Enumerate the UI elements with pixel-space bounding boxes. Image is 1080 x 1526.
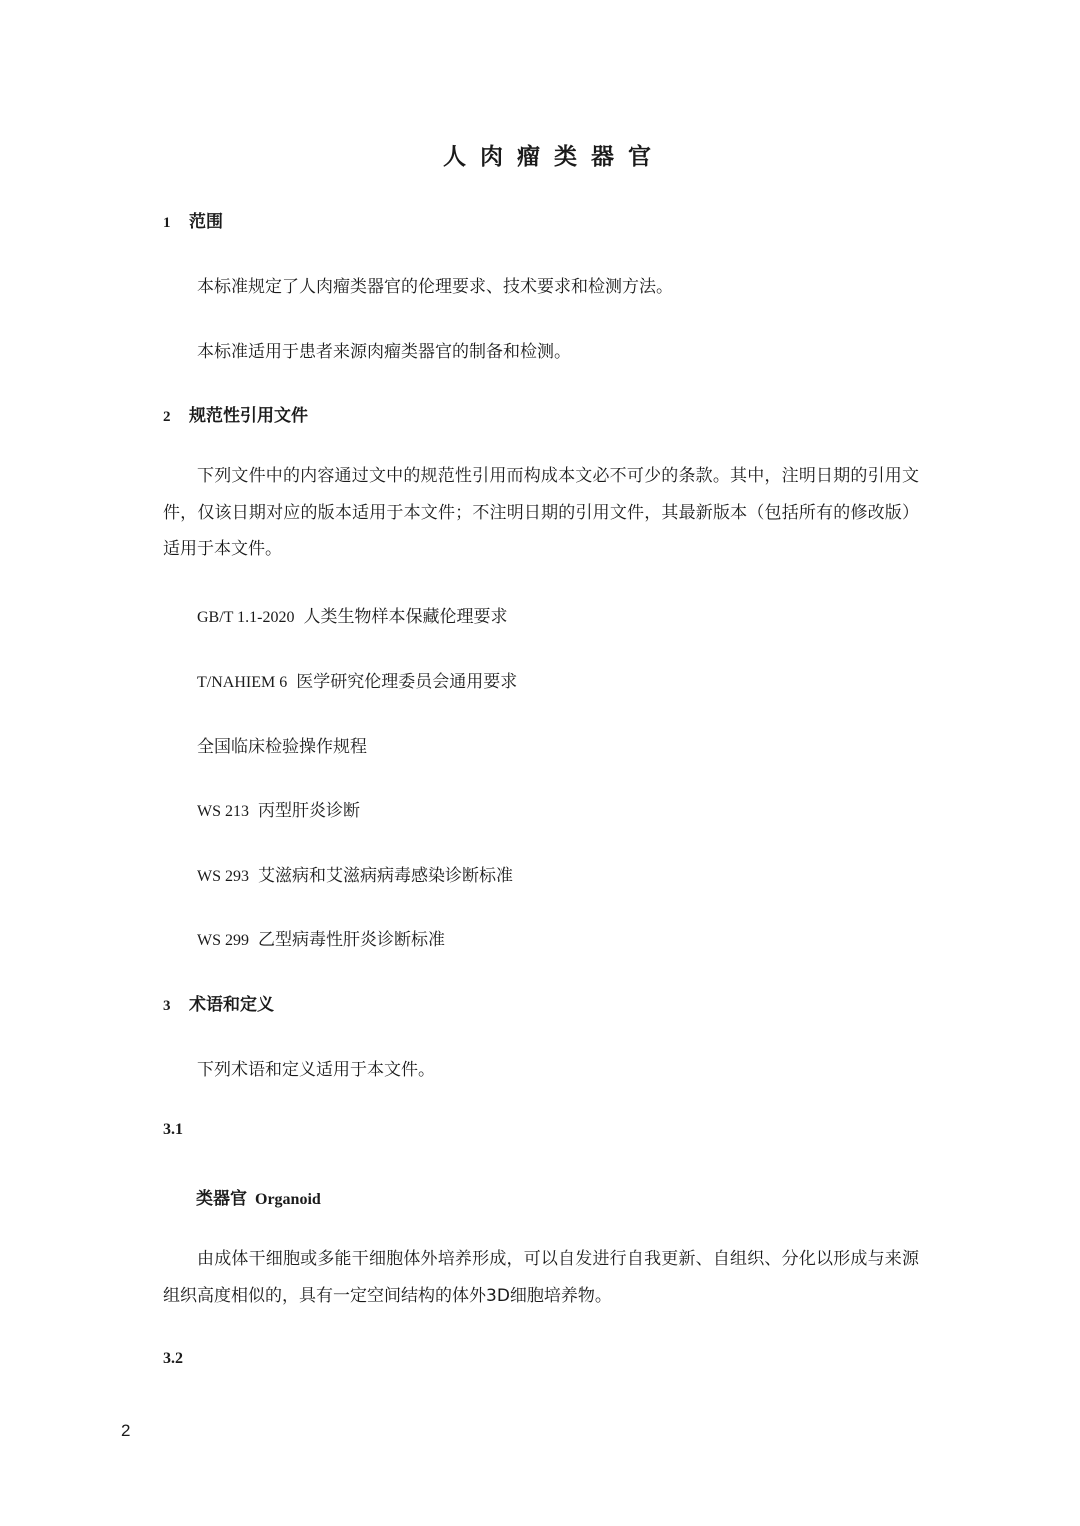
paragraph: 本标准适用于患者来源肉瘤类器官的制备和检测。 bbox=[197, 342, 571, 362]
document-title: 人肉瘤类器官 bbox=[443, 144, 665, 170]
reference-title: 艾滋病和艾滋病病毒感染诊断标准 bbox=[258, 866, 513, 886]
section-heading-3 bbox=[163, 990, 274, 1015]
section-number: 1 bbox=[163, 215, 171, 231]
reference-title: 丙型肝炎诊断 bbox=[258, 801, 360, 821]
page-number: 2 bbox=[121, 1421, 131, 1440]
section-heading-2 bbox=[163, 401, 308, 426]
reference-item bbox=[197, 667, 517, 692]
section-title: 规范性引用文件 bbox=[189, 406, 308, 426]
reference-item bbox=[197, 732, 367, 757]
paragraph: 本标准规定了人肉瘤类器官的伦理要求、技术要求和检测方法。 bbox=[197, 277, 673, 297]
section-title: 范围 bbox=[189, 212, 223, 232]
section-number: 3 bbox=[163, 998, 171, 1014]
term-entry bbox=[196, 1184, 321, 1209]
term-english: Organoid bbox=[255, 1191, 321, 1208]
section-number: 2 bbox=[163, 409, 171, 425]
section-title: 术语和定义 bbox=[189, 995, 274, 1015]
reference-code: WS 293 bbox=[197, 868, 249, 885]
reference-code: T/NAHIEM 6 bbox=[197, 674, 288, 691]
reference-title: 医学研究伦理委员会通用要求 bbox=[296, 672, 518, 692]
section-heading-1 bbox=[163, 207, 223, 232]
reference-item bbox=[197, 861, 513, 886]
reference-item bbox=[197, 925, 445, 950]
reference-title: 人类生物样本保藏伦理要求 bbox=[303, 607, 508, 627]
reference-title: 乙型病毒性肝炎诊断标准 bbox=[258, 930, 445, 950]
term-chinese: 类器官 bbox=[196, 1189, 247, 1209]
reference-title: 全国临床检验操作规程 bbox=[197, 737, 367, 757]
subsection-number: 3.1 bbox=[163, 1121, 183, 1138]
reference-code: GB/T 1.1-2020 bbox=[197, 609, 295, 626]
reference-item bbox=[197, 796, 360, 821]
paragraph: 下列术语和定义适用于本文件。 bbox=[197, 1060, 435, 1080]
subsection-number: 3.2 bbox=[163, 1350, 183, 1367]
reference-item bbox=[197, 602, 507, 627]
term-definition: 由成体干细胞或多能干细胞体外培养形成，可以自发进行自我更新、自组织、分化以形成与来源组织高度相似的，具有一定空间结构的体外3D细胞培养物。 bbox=[163, 1249, 919, 1306]
reference-code: WS 299 bbox=[197, 932, 249, 949]
paragraph-normative-intro: 下列文件中的内容通过文中的规范性引用而构成本文必不可少的条款。其中，注明日期的引用文件，仅该日期对应的版本适用于本文件；不注明日期的引用文件，其最新版本（包括所有的修改版）适用于本文件。 bbox=[163, 466, 919, 559]
reference-code: WS 213 bbox=[197, 803, 249, 820]
